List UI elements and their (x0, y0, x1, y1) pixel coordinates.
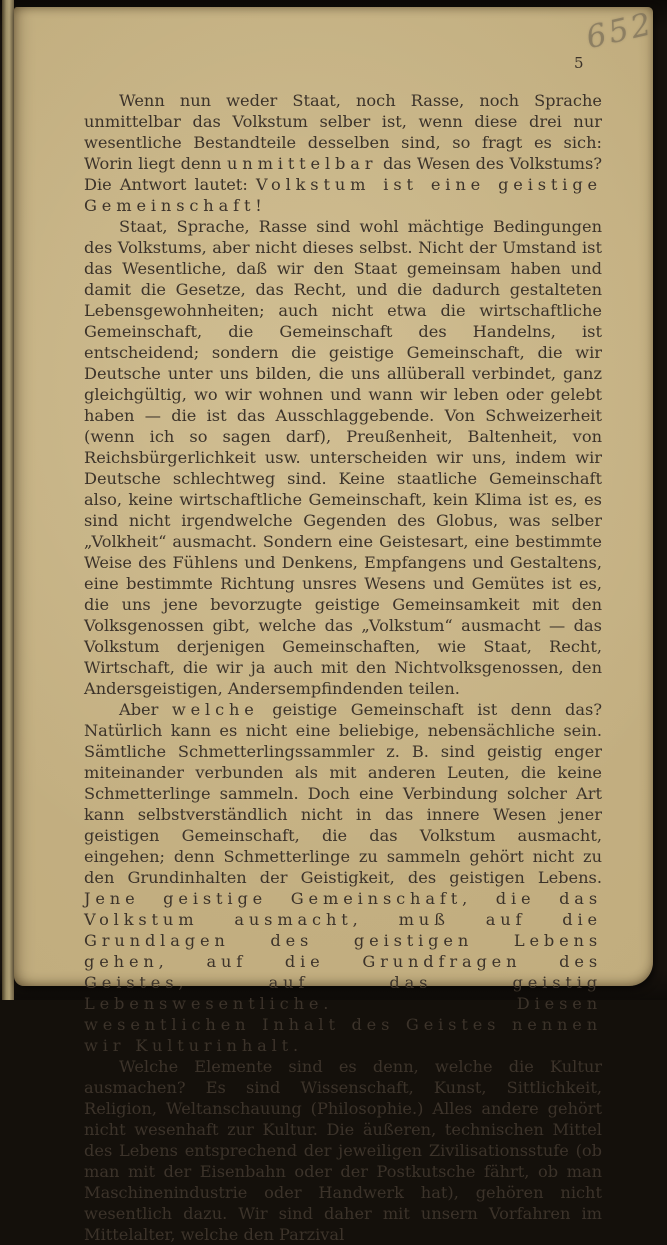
paragraph (84, 699, 602, 1056)
paragraph (84, 90, 602, 216)
paragraph (84, 1056, 602, 1245)
text-run: das Wesen des Volkstums? Die Antwort lautet: (84, 154, 603, 194)
adjacent-page-edge (2, 0, 14, 1000)
text-run: geistige Gemeinschaft ist denn das? Natürlich kann es nicht eine beliebige, nebensächliche sein. Sämtliche Schmetterlingssammler z. B. sind geistig enger miteinander verbunden als mit anderen Leuten, die keine Schmetterlinge sammeln. Doch eine Verbindung solcher Art kann selbstverständlich nicht in das innere Wesen jener geistigen Gemeinschaft, die das Volkstum ausmacht, eingehen; denn Schmetterlinge zu sammeln gehört nicht zu den Grundinhalten der Geistigkeit, des geistigen Lebens. (84, 700, 602, 887)
handwritten-annotation: 652 (582, 5, 658, 57)
paragraph (84, 216, 602, 699)
text-run: Welche Elemente sind es denn, welche die Kultur ausmachen? Es sind Wissenschaft, Kunst, Sittlichkeit, Religion, Weltanschauung (Philosophie.) Alles andere gehört nicht wesenhaft zur Kultur. Die äußeren, technischen Mittel des Lebens entsprechend der jeweiligen Zivilisationsstufe (ob man mit der Eisenbahn oder der Postkutsche fährt, ob man Maschinenindustrie oder Handwerk hat), gehören nicht wesentlich dazu. Wir sind daher mit unsern Vorfahren im Mittelalter, welche den Parzival (84, 1057, 602, 1244)
emphasized-text-run: unmittelbar (227, 154, 378, 173)
emphasized-text-run: welche (171, 700, 259, 719)
emphasized-text-run: Jene geistige Gemeinschaft, die das Volkstum ausmacht, muß auf die Grundlagen des geistigen Lebens gehen, auf die Grundfragen des Geistes, auf das geistig Lebenswesentliche. Diesen wesentlichen Inhalt des Geistes nennen wir Kulturinhalt. (84, 889, 602, 1055)
text-run: Aber (119, 700, 172, 719)
text-run: Staat, Sprache, Rasse sind wohl mächtige Bedingungen des Volkstums, aber nicht dieses selbst. Nicht der Umstand ist das Wesentliche, daß wir den Staat gemeinsam haben und damit die Gesetze, das Recht, und die dadurch gestalteten Lebensgewohnheiten; auch nicht etwa die wirtschaftliche Gemeinschaft, die Gemeinschaft des Handelns, ist entscheidend; sondern die geistige Gemeinschaft, die wir Deutsche unter uns bilden, die uns allüberall verbindet, ganz gleichgültig, wo wir wohnen und wann wir leben oder gelebt haben — die ist das Ausschlaggebende. Von Schweizerheit (wenn ich so sagen darf), Preußenheit, Baltenheit, von Reichsbürgerlichkeit usw. unterscheiden wir uns, indem wir Deutsche schlechtweg sind. Keine staatliche Gemeinschaft also, keine wirtschaftliche Gemeinschaft, kein Klima ist es, es sind nicht irgendwelche Gegenden des Globus, was selber „Volkheit“ ausmacht. Sondern eine Geistesart, eine bestimmte Weise des Fühlens und Denkens, Empfangens und Gestaltens, eine bestimmte Richtung unsres Wesens und Gemütes ist es, die uns jene bevorzugte geistige Gemeinsamkeit mit den Volksgenossen gibt, welche das „Volkstum“ ausmacht — das Volkstum derjenigen Gemeinschaften, wie Staat, Recht, Wirtschaft, die wir ja auch mit den Nichtvolksgenossen, den Andersgeistigen, Andersempfindenden teilen. (84, 217, 602, 698)
emphasized-text-run: Volkstum ist eine geistige Gemeinschaft! (84, 175, 602, 215)
page-number: 5 (574, 54, 584, 72)
book-page (14, 5, 658, 1244)
body-text-block (84, 90, 602, 1245)
text-run: Wenn nun weder Staat, noch Rasse, noch Sprache unmittelbar das Volkstum selber ist, wenn diese drei nur wesentliche Bestandteile desselben sind, so fragt es sich: Worin liegt denn (84, 91, 602, 173)
